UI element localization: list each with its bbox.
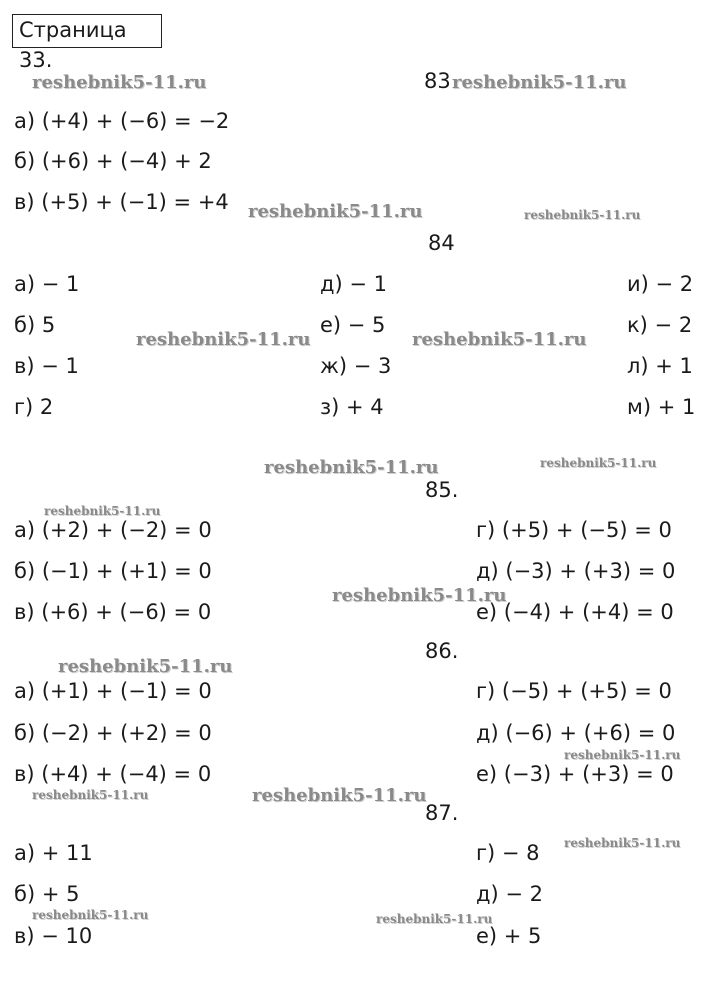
watermark: reshebnik5-11.ru <box>332 585 507 606</box>
answer-line: а) (+1) + (−1) = 0 <box>14 679 212 703</box>
answer-line: в) (+4) + (−4) = 0 <box>14 762 212 786</box>
answer-line: г) 2 <box>14 395 54 419</box>
answer-line: д) − 1 <box>320 272 388 296</box>
watermark: reshebnik5-11.ru <box>32 788 149 802</box>
answer-line: д) (−3) + (+3) = 0 <box>476 559 676 583</box>
answer-line: б) 5 <box>14 313 56 337</box>
problem-number-84: 84 <box>428 231 455 255</box>
problem-number-83: 83 <box>424 69 451 93</box>
answer-line: и) − 2 <box>627 272 694 296</box>
answer-line: л) + 1 <box>627 354 693 378</box>
answer-line: а) − 1 <box>14 272 80 296</box>
answer-line: а) + 11 <box>14 841 93 865</box>
watermark: reshebnik5-11.ru <box>376 912 493 926</box>
answer-line: д) − 2 <box>476 882 544 906</box>
answer-line: г) (+5) + (−5) = 0 <box>476 518 672 542</box>
watermark: reshebnik5-11.ru <box>564 836 681 850</box>
answer-line: в) − 1 <box>14 354 79 378</box>
watermark: reshebnik5-11.ru <box>248 201 423 222</box>
page-title: Страница 33. <box>12 14 162 48</box>
watermark: reshebnik5-11.ru <box>452 72 627 93</box>
answer-line: д) (−6) + (+6) = 0 <box>476 721 676 745</box>
answer-line: м) + 1 <box>627 395 696 419</box>
watermark: reshebnik5-11.ru <box>44 504 161 518</box>
watermark: reshebnik5-11.ru <box>264 457 439 478</box>
answer-line: г) − 8 <box>476 841 540 865</box>
watermark: reshebnik5-11.ru <box>564 748 681 762</box>
answer-line: е) − 5 <box>320 313 386 337</box>
problem-number-85: 85. <box>425 478 459 502</box>
watermark: reshebnik5-11.ru <box>524 208 641 222</box>
watermark: reshebnik5-11.ru <box>412 329 587 350</box>
answer-line: а) (+4) + (−6) = −2 <box>14 109 230 133</box>
answer-line: з) + 4 <box>320 395 384 419</box>
answer-line: б) (−1) + (+1) = 0 <box>14 559 212 583</box>
watermark: reshebnik5-11.ru <box>32 72 207 93</box>
answer-line: ж) − 3 <box>320 354 392 378</box>
answer-line: г) (−5) + (+5) = 0 <box>476 679 672 703</box>
answer-line: б) (+6) + (−4) + 2 <box>14 149 212 173</box>
answer-line: к) − 2 <box>627 313 693 337</box>
answer-line: в) (+6) + (−6) = 0 <box>14 600 212 624</box>
answer-line: е) + 5 <box>476 924 542 948</box>
answer-line: е) (−4) + (+4) = 0 <box>476 600 674 624</box>
answer-line: а) (+2) + (−2) = 0 <box>14 518 212 542</box>
answer-line: б) (−2) + (+2) = 0 <box>14 721 212 745</box>
problem-number-87: 87. <box>425 801 459 825</box>
watermark: reshebnik5-11.ru <box>252 785 427 806</box>
answer-line: б) + 5 <box>14 882 80 906</box>
answer-line: в) (+5) + (−1) = +4 <box>14 190 229 214</box>
watermark: reshebnik5-11.ru <box>58 656 233 677</box>
answer-line: е) (−3) + (+3) = 0 <box>476 762 674 786</box>
problem-number-86: 86. <box>425 639 459 663</box>
watermark: reshebnik5-11.ru <box>136 329 311 350</box>
answer-line: в) − 10 <box>14 924 93 948</box>
watermark: reshebnik5-11.ru <box>540 456 657 470</box>
watermark: reshebnik5-11.ru <box>32 908 149 922</box>
